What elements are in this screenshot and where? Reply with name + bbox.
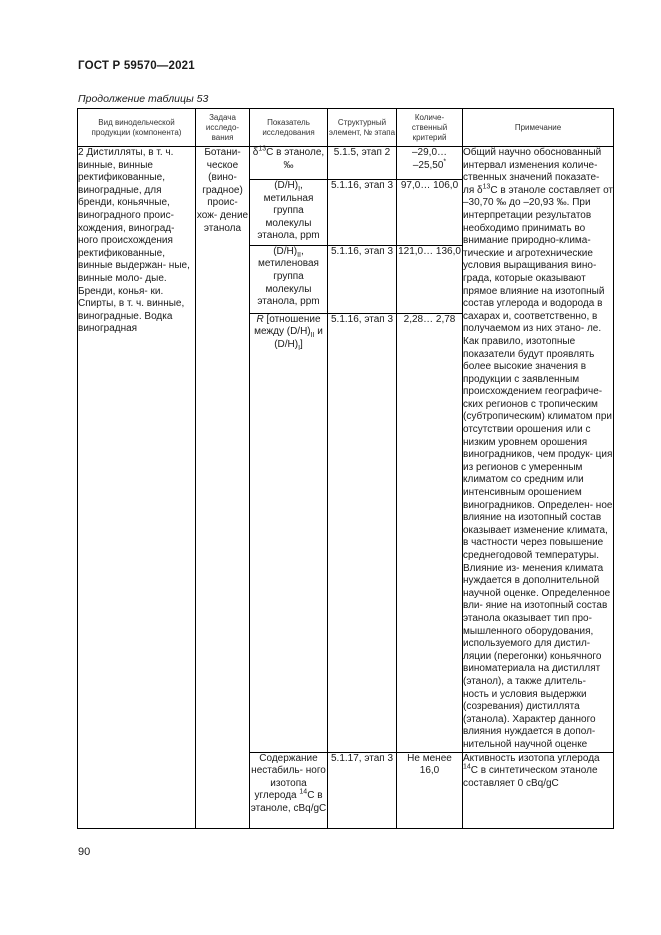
stage-cell: 5.1.16, этап 3 bbox=[328, 313, 397, 752]
indicator-cell: $(D/H)_I$, метильная группа молекулы этанола, ppm bbox=[250, 179, 328, 245]
table-header-row bbox=[78, 109, 614, 147]
document-code: ГОСТ Р 59570—2021 bbox=[78, 60, 195, 72]
indicator-cell: $\delta^{13}C$ в этаноле, ‰ bbox=[250, 147, 328, 180]
col-header-criterion: Количе- ственный критерий bbox=[397, 109, 463, 147]
stage-cell: 5.1.16, этап 3 bbox=[328, 179, 397, 245]
criterion-cell: 97,0… 106,0 bbox=[397, 179, 463, 245]
indicator-cell: Содержание нестабиль- ного изотопа углерода $^{14}$C в этаноле, cBq/gC bbox=[250, 752, 328, 829]
col-header-product: Вид винодельческой продукции (компонента) bbox=[78, 109, 196, 147]
data-table bbox=[77, 108, 614, 829]
product-cell: 2 Дистилляты, в т. ч. винные, винные ректификованные, виноградные, для бренди, коньячные, виноградного проис- хождения, виноград- ного происхождения ректификованные, винные выдержан- ные, винные моло- дые. Бренди, конья- ки. Спирты, в т. ч. винные, виноградные. Водка виноградная bbox=[78, 147, 196, 829]
criterion-cell: 121,0… 136,0 bbox=[397, 245, 463, 313]
col-header-stage: Структурный элемент, № этапа bbox=[328, 109, 397, 147]
table-row bbox=[78, 147, 614, 180]
indicator-cell: R [отношение между $(D/H)_{II}$ и $(D/H)_I$] bbox=[250, 313, 328, 752]
note-cell: Общий научно обоснованный интервал изменения количе- ственных значений показате- ля $\delta^{13}C$ в этаноле составляет от –30,70 ‰ до –20,93 ‰. При интерпретации результатов необходимо принимать во внимание природно-клима- тические и агротехнические условия выращивания вино- града, которые оказывают прямое влияние на изотопный состав углерода и водорода в сахарах и, соответственно, в получаемом из них этано- ле. Как правило, изотопные показатели будут проявлять более высокие значения в продукции с заявленным происхождением географиче- ских регионов с тропическим (субтропическим) климатом при отсутствии орошения или с низким уровнем орошения виноградников, чем продук- ция из регионов с умеренным климатом со средним или интенсивным орошением виноградников. Определен- ное влияние на изотопный состав оказывает изменение климата, в частности через повышение среднегодовой температуры. Влияние из- менения климата нуждается в дополнительной научной оценке. Определенное вли- яние на изотопный состав этанола оказывает тип про- мышленного оборудования, используемого для дистил- ляции (перегонки) коньячного виноматериала на дистиллят (этанол), а также длитель- ность и условия выдержки (созревания) дистиллята (этанола). Характер данного влияния нуждается в допол- нительной научной оценке bbox=[463, 147, 614, 753]
criterion-cell: Не менее 16,0 bbox=[397, 752, 463, 829]
note-cell: Активность изотопа углерода $^{14}$C в синтетическом этаноле составляет 0 cBq/gC bbox=[463, 752, 614, 829]
table-caption: Продолжение таблицы 53 bbox=[78, 93, 209, 105]
indicator-cell: $(D/H)_{II}$, метиленовая группа молекулы этанола, ppm bbox=[250, 245, 328, 313]
task-cell: Ботани- ческое (вино- градное) проис- хож- дение этанола bbox=[196, 147, 250, 829]
col-header-note: Примечание bbox=[463, 109, 614, 147]
stage-cell: 5.1.17, этап 3 bbox=[328, 752, 397, 829]
stage-cell: 5.1.16, этап 3 bbox=[328, 245, 397, 313]
stage-cell: 5.1.5, этап 2 bbox=[328, 147, 397, 180]
col-header-task: Задача исследо- вания bbox=[196, 109, 250, 147]
page-number: 90 bbox=[78, 846, 91, 858]
criterion-cell: –29,0… –25,50* bbox=[397, 147, 463, 180]
criterion-cell: 2,28… 2,78 bbox=[397, 313, 463, 752]
col-header-indicator: Показатель исследования bbox=[250, 109, 328, 147]
